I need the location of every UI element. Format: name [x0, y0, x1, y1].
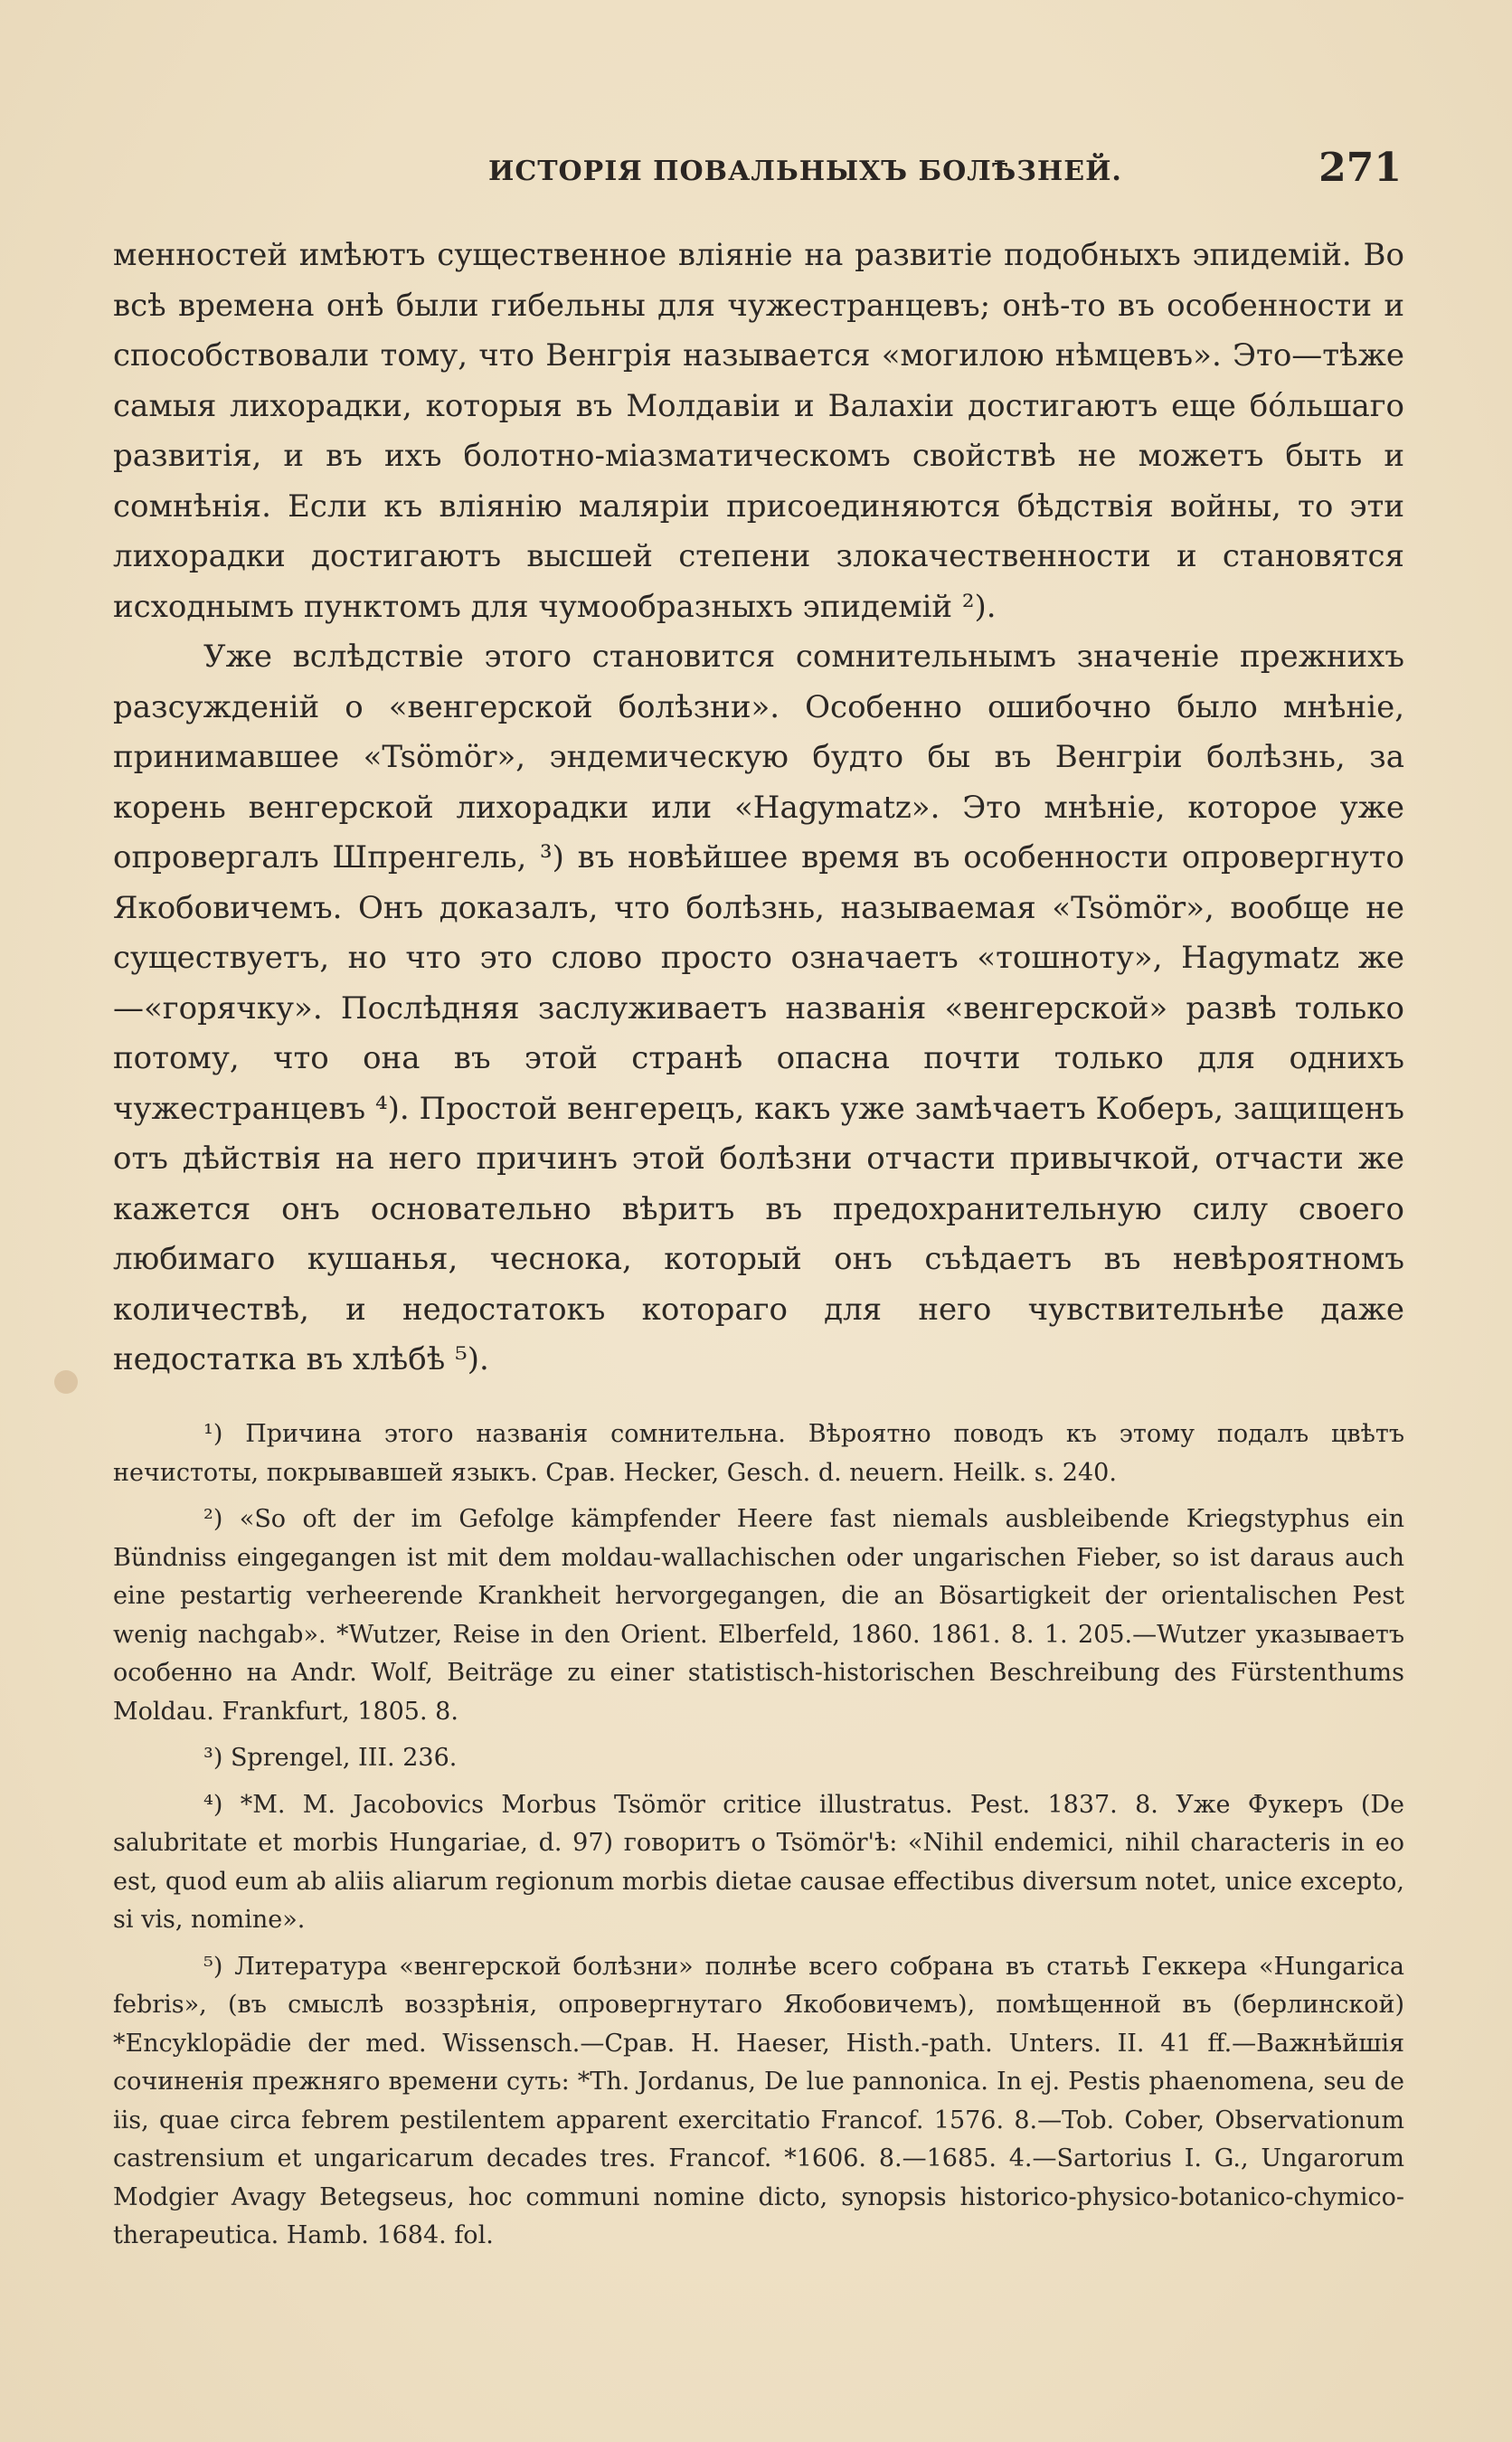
footnote-3: ³) Sprengel, III. 236.: [203, 1744, 458, 1772]
page-header: [113, 145, 1402, 199]
main-text: [113, 231, 1404, 1386]
paragraph: Уже вслѣдствіе этого становится сомнительнымъ значеніе прежнихъ разсужденій о «венгерской болѣзни». Особенно ошибочно было мнѣніе, принимавшее «Tsömör», эндемическую будто бы въ Венгріи болѣзнь, за корень венгерской лихорадки или «Hagymatz». Это мнѣніе, которое уже опровергалъ Шпренгель, ³) въ новѣйшее время въ особенности опровергнуто Якобовичемъ. Онъ доказалъ, что болѣзнь, называемая «Tsömör», вообще не существуетъ, но что это слово просто означаетъ «тошноту», Hagymatz же—«горячку». Послѣдняя заслуживаетъ названія «венгерской» развѣ только потому, что она въ этой странѣ опасна почти только для однихъ чужестранцевъ ⁴). Простой венгерецъ, какъ уже замѣчаетъ Коберъ, защищенъ отъ дѣйствія на него причинъ этой болѣзни отчасти привычкой, отчасти же кажется онъ основательно вѣритъ въ предохранительную силу своего любимаго кушанья, чеснока, который онъ съѣдаетъ въ невѣроятномъ количествѣ, и недостатокъ котораго для него чувствительнѣе даже недостатка въ хлѣбѣ ⁵).: [113, 639, 1404, 1377]
footnotes: [113, 1415, 1404, 2264]
page-number: 271: [1318, 145, 1402, 191]
running-title: ИСТОРІЯ ПОВАЛЬНЫХЪ БОЛѢЗНЕЙ.: [488, 156, 1122, 187]
paper-stain: [54, 1370, 78, 1394]
footnote-2: ²) «So oft der im Gefolge kämpfender Heere fast niemals ausbleibende Kriegstyphus ein Bündniss eingegangen ist mit dem moldau-wallachischen oder ungarischen Fieber, so ist daraus auch eine pestartig verheerende Krankheit hervorgegangen, die an Bösartigkeit der orientalischen Pest wenig nachgab». *Wutzer, Reise in den Orient. Elberfeld, 1860. 1861. 8. 1. 205.—Wutzer указываетъ особенно на Andr. Wolf, Beiträge zu einer statistisch-historischen Beschreibung des Fürstenthums Moldau. Frankfurt, 1805. 8.: [113, 1505, 1404, 1726]
footnote-1: ¹) Причина этого названія сомнительна. Вѣроятно поводъ къ этому подалъ цвѣтъ нечистоты, покрывавшей языкъ. Срав. Hecker, Gesch. d. neuern. Heilk. s. 240.: [113, 1420, 1404, 1487]
footnote-4: ⁴) *M. M. Jacobovics Morbus Tsömör critice illustratus. Pest. 1837. 8. Уже Фукеръ (De salubritate et morbis Hungariae, d. 97) говоритъ о Tsömör'ѣ: «Nihil endemici, nihil characteris in eo est, quod eum ab aliis aliarum regionum morbis dietae causae effectibus diversum notet, unice excepto, si vis, nomine».: [113, 1790, 1404, 1934]
paragraph-continued: менностей имѣютъ существенное вліяніе на развитіе подобныхъ эпидемій. Во всѣ времена онѣ были гибельны для чужестранцевъ; онѣ-то въ особенности и способствовали тому, что Венгрія называется «могилою нѣмцевъ». Это—тѣже самыя лихорадки, которыя въ Молдавіи и Валахіи достигаютъ еще бóльшаго развитія, и въ ихъ болотно-міазматическомъ свойствѣ не можетъ быть и сомнѣнія. Если къ вліянію маляріи присоединяются бѣдствія войны, то эти лихорадки достигаютъ высшей степени злокачественности и становятся исходнымъ пунктомъ для чумообразныхъ эпидемій ²).: [113, 237, 1404, 625]
footnote-5: ⁵) Литература «венгерской болѣзни» полнѣе всего собрана въ статьѣ Геккера «Hungarica febris», (въ смыслѣ воззрѣнія, опровергнутаго Якобовичемъ), помѣщенной въ (берлинской) *Encyklopädie der med. Wissensch.—Срав. H. Haeser, Histh.-path. Unters. II. 41 ff.—Важнѣйшія сочиненія прежняго времени суть: *Th. Jordanus, De lue pannonica. In ej. Pestis phaenomena, seu de iis, quae circa febrem pestilentem apparent exercitatio Francof. 1576. 8.—Tob. Cober, Observationum castrensium et ungaricarum decades tres. Francof. *1606. 8.—1685. 4.—Sartorius I. G., Ungarorum Modgier Avagy Betegseus, hoc communi nomine dicto, synopsis historico-physico-botanico-chymico-therapeutica. Hamb. 1684. fol.: [113, 1952, 1404, 2249]
